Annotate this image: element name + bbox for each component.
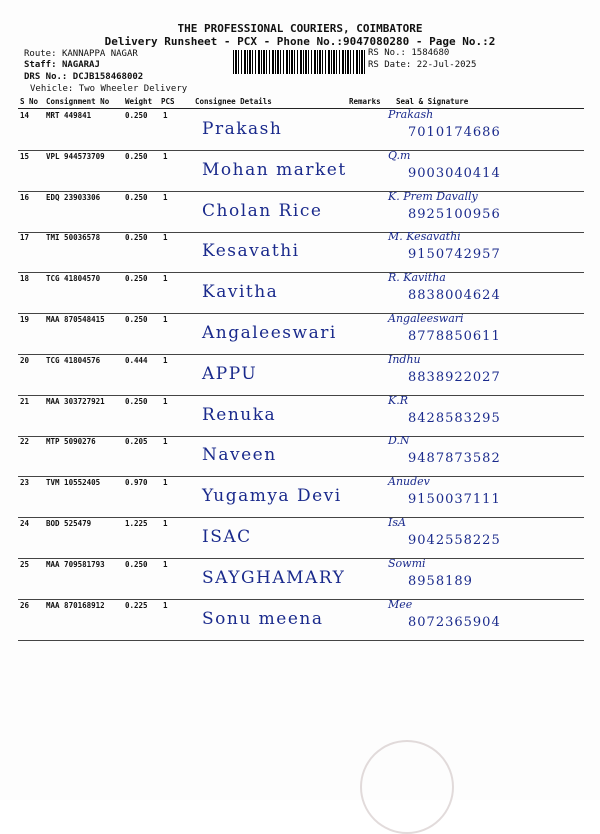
table-row — [0, 434, 600, 478]
row-weight: 0.970 — [125, 478, 148, 487]
row-divider — [18, 558, 584, 559]
row-weight: 0.225 — [125, 601, 148, 610]
row-divider — [18, 191, 584, 192]
consignee-name-handwritten: Renuka — [202, 405, 277, 425]
staff-label: Staff: — [24, 60, 57, 70]
row-sno: 20 — [20, 356, 30, 365]
row-sno: 17 — [20, 233, 30, 242]
signature: Angaleeswari — [388, 312, 464, 325]
row-divider — [18, 517, 584, 518]
row-consignment-no: MAA 870168912 — [46, 601, 105, 610]
row-consignment-no: TCG 41804570 — [46, 274, 101, 283]
row-divider — [18, 640, 584, 641]
col-header-consignment: Consignment No — [46, 97, 110, 106]
receiver-phone: 8838922027 — [408, 370, 501, 385]
row-consignment-no: TVM 10552405 — [46, 478, 101, 487]
row-pcs: 1 — [163, 356, 168, 365]
drs-label: DRS No.: — [24, 72, 68, 82]
row-divider — [18, 395, 584, 396]
signature: Q.m — [388, 149, 411, 162]
row-divider — [18, 313, 584, 314]
rs-no-label: RS No.: — [368, 48, 406, 58]
col-header-sno: S No — [20, 97, 39, 106]
receiver-phone: 9150037111 — [408, 492, 501, 507]
receiver-phone: 8778850611 — [408, 329, 501, 344]
row-pcs: 1 — [163, 315, 168, 324]
row-consignment-no: MTP 5090276 — [46, 437, 96, 446]
col-header-pcs: PCS — [161, 97, 175, 106]
row-sno: 25 — [20, 560, 30, 569]
consignee-name-handwritten: APPU — [202, 364, 258, 384]
row-sno: 24 — [20, 519, 30, 528]
runsheet-subtitle: Delivery Runsheet - PCX - Phone No.:9047080280 - Page No.:2 — [104, 35, 496, 48]
row-consignment-no: TCG 41804576 — [46, 356, 101, 365]
receiver-phone: 8428583295 — [408, 411, 501, 426]
route-value: KANNAPPA NAGAR — [61, 49, 138, 59]
row-weight: 0.205 — [125, 437, 148, 446]
row-weight: 0.250 — [125, 397, 148, 406]
signature: Sowmi — [388, 557, 426, 570]
route-line — [24, 49, 138, 59]
table-row — [0, 557, 600, 601]
row-weight: 0.250 — [125, 193, 148, 202]
signature: D.N — [388, 434, 410, 447]
company-title: THE PROFESSIONAL COURIERS, COIMBATORE — [177, 22, 423, 35]
row-weight: 0.250 — [125, 315, 148, 324]
table-row — [0, 598, 600, 642]
table-row — [0, 230, 600, 274]
table-row — [0, 190, 600, 234]
col-header-remarks: Remarks — [349, 97, 381, 106]
consignee-name-handwritten: ISAC — [202, 527, 252, 547]
row-sno: 26 — [20, 601, 30, 610]
staff-value: NAGARAJ — [61, 60, 100, 70]
rs-date-line — [368, 60, 476, 70]
signature: K. Prem Davally — [388, 190, 478, 203]
row-consignment-no: BOD 525479 — [46, 519, 92, 528]
row-sno: 23 — [20, 478, 30, 487]
signature: R. Kavitha — [388, 271, 446, 284]
row-pcs: 1 — [163, 111, 168, 120]
row-divider — [18, 599, 584, 600]
row-sno: 22 — [20, 437, 30, 446]
row-consignment-no: MAA 303727921 — [46, 397, 105, 406]
receiver-phone: 9150742957 — [408, 247, 501, 262]
table-row — [0, 394, 600, 438]
table-row — [0, 475, 600, 519]
receiver-phone: 9042558225 — [408, 533, 501, 548]
vehicle-label: Vehicle: — [30, 84, 74, 94]
receiver-phone: 8925100956 — [408, 207, 501, 222]
consignee-name-handwritten: Prakash — [202, 119, 283, 139]
row-sno: 15 — [20, 152, 30, 161]
receiver-phone: 7010174686 — [408, 125, 501, 140]
row-sno: 21 — [20, 397, 30, 406]
consignee-name-handwritten: Sonu meena — [202, 609, 324, 629]
receiver-phone: 8838004624 — [408, 288, 501, 303]
row-pcs: 1 — [163, 274, 168, 283]
row-pcs: 1 — [163, 437, 168, 446]
vehicle-line — [30, 84, 187, 94]
row-divider — [18, 150, 584, 151]
row-consignment-no: VPL 944573709 — [46, 152, 105, 161]
row-pcs: 1 — [163, 397, 168, 406]
row-pcs: 1 — [163, 478, 168, 487]
signature: Anudev — [388, 475, 430, 488]
row-weight: 0.250 — [125, 233, 148, 242]
rs-no-value: 1584680 — [411, 48, 450, 58]
row-pcs: 1 — [163, 601, 168, 610]
row-consignment-no: MRT 449841 — [46, 111, 92, 120]
table-row — [0, 516, 600, 560]
rs-date-value: 22-Jul-2025 — [416, 60, 477, 70]
row-weight: 0.444 — [125, 356, 148, 365]
signature: Indhu — [388, 353, 421, 366]
row-divider — [18, 272, 584, 273]
row-sno: 14 — [20, 111, 30, 120]
signature: IsA — [388, 516, 406, 529]
row-consignment-no: TMI 50036578 — [46, 233, 101, 242]
table-row — [0, 108, 600, 152]
table-row — [0, 271, 600, 315]
row-weight: 0.250 — [125, 111, 148, 120]
row-consignment-no: EDQ 23903306 — [46, 193, 101, 202]
row-weight: 0.250 — [125, 274, 148, 283]
row-divider — [18, 354, 584, 355]
table-row — [0, 149, 600, 193]
consignee-name-handwritten: Kavitha — [202, 282, 279, 302]
vehicle-value: Two Wheeler Delivery — [78, 84, 188, 94]
receiver-phone: 8958189 — [408, 574, 473, 589]
consignee-name-handwritten: Naveen — [202, 445, 277, 465]
staff-line — [24, 60, 100, 70]
consignee-name-handwritten: Yugamya Devi — [202, 486, 342, 506]
signature: M. Kesavathi — [388, 230, 461, 243]
drs-value: DCJB158468002 — [72, 72, 144, 82]
row-pcs: 1 — [163, 560, 168, 569]
row-weight: 0.250 — [125, 152, 148, 161]
row-weight: 0.250 — [125, 560, 148, 569]
col-header-weight: Weight — [125, 97, 153, 106]
row-consignment-no: MAA 709581793 — [46, 560, 105, 569]
row-sno: 16 — [20, 193, 30, 202]
signature: Prakash — [388, 108, 434, 121]
consignee-name-handwritten: Angaleeswari — [202, 323, 337, 343]
rs-no-line — [368, 48, 449, 58]
row-pcs: 1 — [163, 193, 168, 202]
col-header-consignee: Consignee Details — [195, 97, 272, 106]
route-label: Route: — [24, 49, 57, 59]
consignee-name-handwritten: SAYGHAMARY — [202, 568, 346, 588]
row-pcs: 1 — [163, 519, 168, 528]
row-consignment-no: MAA 870548415 — [46, 315, 105, 324]
receiver-phone: 8072365904 — [408, 615, 501, 630]
row-pcs: 1 — [163, 233, 168, 242]
col-header-signature: Seal & Signature — [396, 97, 469, 106]
row-sno: 18 — [20, 274, 30, 283]
barcode — [233, 50, 365, 74]
receiver-phone: 9003040414 — [408, 166, 501, 181]
consignee-name-handwritten: Kesavathi — [202, 241, 300, 261]
row-weight: 1.225 — [125, 519, 148, 528]
rs-date-label: RS Date: — [368, 60, 412, 70]
table-row — [0, 353, 600, 397]
header-divider — [18, 108, 584, 109]
signature: K.R — [388, 394, 408, 407]
row-pcs: 1 — [163, 152, 168, 161]
seal-stamp — [360, 740, 454, 834]
drs-line — [24, 72, 143, 82]
signature: Mee — [388, 598, 413, 611]
consignee-name-handwritten: Cholan Rice — [202, 201, 323, 221]
table-row — [0, 312, 600, 356]
consignee-name-handwritten: Mohan market — [202, 160, 347, 180]
row-sno: 19 — [20, 315, 30, 324]
row-divider — [18, 476, 584, 477]
receiver-phone: 9487873582 — [408, 451, 501, 466]
